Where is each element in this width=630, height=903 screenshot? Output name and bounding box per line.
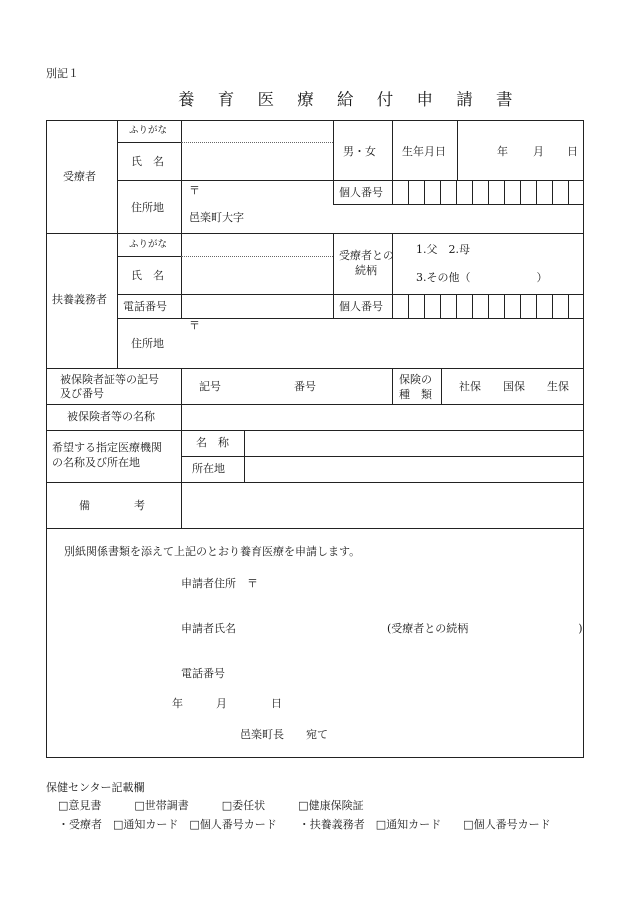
guardian-postal-mark: 〒	[189, 319, 200, 332]
institution-label-2: の名称及び所在地	[52, 456, 140, 469]
applicant-address-label: 申請者住所 〒	[181, 577, 258, 590]
applicant-name-label: 申請者氏名	[181, 622, 236, 635]
guardian-phone-label: 電話番号	[123, 300, 167, 313]
birth-year-unit: 年	[497, 145, 508, 158]
applicant-phone-label: 電話番号	[181, 667, 225, 680]
guardian-address-label: 住所地	[131, 337, 164, 350]
insurance-card-label: 被保険者証等の記号	[60, 373, 159, 386]
guardian-relation-label-2: 続柄	[355, 264, 377, 277]
office-use-cards[interactable]: ・受療者 □通知カード □個人番号カード ・扶養義務者 □通知カード □個人番号カード	[58, 818, 551, 831]
insurance-card-label-2: 及び番号	[60, 387, 104, 400]
patient-section-label: 受療者	[63, 170, 96, 183]
insurance-type-label-2: 種 類	[399, 388, 432, 401]
guardian-relation-label: 受療者との	[339, 249, 394, 262]
remarks-label: 備 考	[79, 499, 145, 512]
patient-address-prefill: 邑楽町大字	[189, 211, 244, 224]
birth-day-unit: 日	[567, 145, 578, 158]
guardian-section-label: 扶養義務者	[52, 293, 107, 306]
application-form	[46, 120, 584, 758]
section-divider	[46, 482, 584, 483]
declaration-statement: 別紙関係書類を添えて上記のとおり養育医療を申請します。	[64, 545, 361, 558]
section-divider	[46, 368, 584, 369]
guardian-name-label: 氏 名	[131, 269, 164, 282]
insured-name-label: 被保険者等の名称	[67, 410, 155, 423]
institution-name-label: 名 称	[196, 436, 229, 449]
patient-furigana-label: ふりがな	[129, 125, 168, 136]
insurance-symbol-label: 記号	[199, 380, 221, 393]
patient-mynumber-label: 個人番号	[339, 186, 383, 199]
form-title: 養 育 医 療 給 付 申 請 書	[178, 90, 522, 109]
patient-address-label: 住所地	[131, 201, 164, 214]
institution-label: 希望する指定医療機関	[52, 441, 162, 454]
addressee: 邑楽町長 宛て	[240, 728, 328, 741]
office-use-documents[interactable]: □意見書 □世帯調書 □委任状 □健康保険証	[58, 799, 364, 812]
birth-month-unit: 月	[533, 145, 544, 158]
section-divider	[46, 233, 584, 234]
guardian-mynumber-label: 個人番号	[339, 300, 383, 313]
office-use-title: 保健センター記載欄	[46, 781, 145, 794]
patient-birth-label: 生年月日	[402, 145, 446, 158]
patient-postal-mark: 〒	[189, 184, 200, 197]
form-reference: 別記１	[46, 67, 79, 80]
insurance-number-label: 番号	[294, 380, 316, 393]
guardian-relation-other[interactable]: 3.その他（ ）	[416, 271, 548, 284]
institution-location-label: 所在地	[192, 462, 225, 475]
guardian-furigana-label: ふりがな	[129, 239, 168, 250]
application-date-line: 年 月 日	[172, 697, 282, 710]
insurance-type-label: 保険の	[399, 373, 432, 386]
section-divider	[46, 430, 584, 431]
section-divider	[46, 528, 584, 529]
patient-name-label: 氏 名	[131, 155, 164, 168]
applicant-relation-note: (受療者との続柄 )	[387, 622, 583, 635]
patient-sex-field[interactable]: 男・女	[343, 145, 376, 158]
insurance-type-options[interactable]: 社保 国保 生保	[459, 380, 569, 393]
guardian-relation-options[interactable]: 1.父 2.母	[416, 243, 470, 256]
